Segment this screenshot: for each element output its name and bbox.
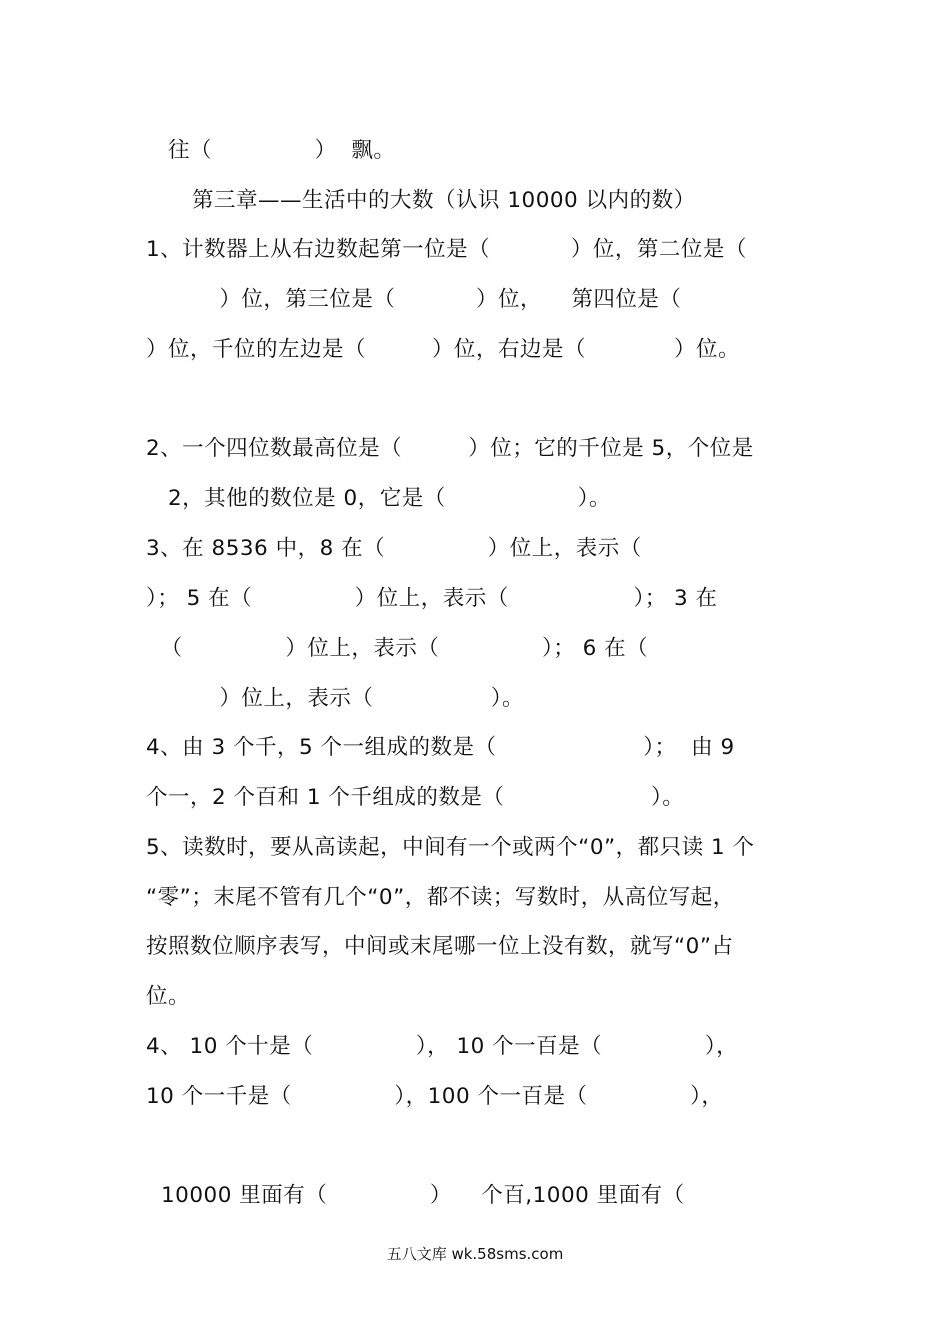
question-1-line-1: 1、计数器上从右边数起第一位是（ ）位，第二位是（ (146, 237, 747, 262)
text-line-wind-direction: 往（ ） 飘。 (168, 138, 396, 163)
page-footer: 五八文库 wk.58sms.com (386, 1245, 564, 1263)
question-4b-line-3: 10000 里面有（ ） 个百,1000 里面有（ (161, 1183, 685, 1208)
note-5-line-2: “零”；末尾不管有几个“0”，都不读；写数时，从高位写起， (146, 885, 735, 910)
note-5-line-3: 按照数位顺序表写，中间或末尾哪一位上没有数，就写“0”占 (146, 934, 734, 959)
question-2-line-1: 2、一个四位数最高位是（ ）位；它的千位是 5，个位是 (146, 436, 754, 461)
question-3-line-4: ）位上，表示（ ）。 (146, 686, 524, 711)
question-4-line-2: 个一，2 个百和 1 个千组成的数是（ ）。 (146, 785, 685, 810)
question-3-line-3: （ ）位上，表示（ ）； 6 在（ (146, 636, 649, 661)
chapter-heading: 第三章——生活中的大数（认识 10000 以内的数） (192, 188, 696, 213)
note-5-line-1: 5、读数时，要从高读起，中间有一个或两个“0”，都只读 1 个 (146, 835, 755, 860)
question-3-line-1: 3、在 8536 中，8 在（ ）位上，表示（ (146, 536, 642, 561)
question-4-line-1: 4、由 3 个千，5 个一组成的数是（ ）； 由 9 (146, 735, 735, 760)
question-3-line-2: ）； 5 在（ ）位上，表示（ ）； 3 在 (146, 586, 718, 611)
question-2-line-2: 2，其他的数位是 0，它是（ ）。 (168, 486, 611, 511)
note-5-line-4: 位。 (146, 984, 191, 1009)
question-1-line-3: ）位，千位的左边是（ ）位，右边是（ ）位。 (146, 337, 741, 362)
question-1-line-2: ）位，第三位是（ ）位， 第四位是（ (146, 287, 682, 312)
question-4b-line-1: 4、 10 个十是（ ）， 10 个一百是（ ）， (146, 1034, 739, 1059)
question-4b-line-2: 10 个一千是（ ），100 个一百是（ ）， (146, 1084, 724, 1109)
